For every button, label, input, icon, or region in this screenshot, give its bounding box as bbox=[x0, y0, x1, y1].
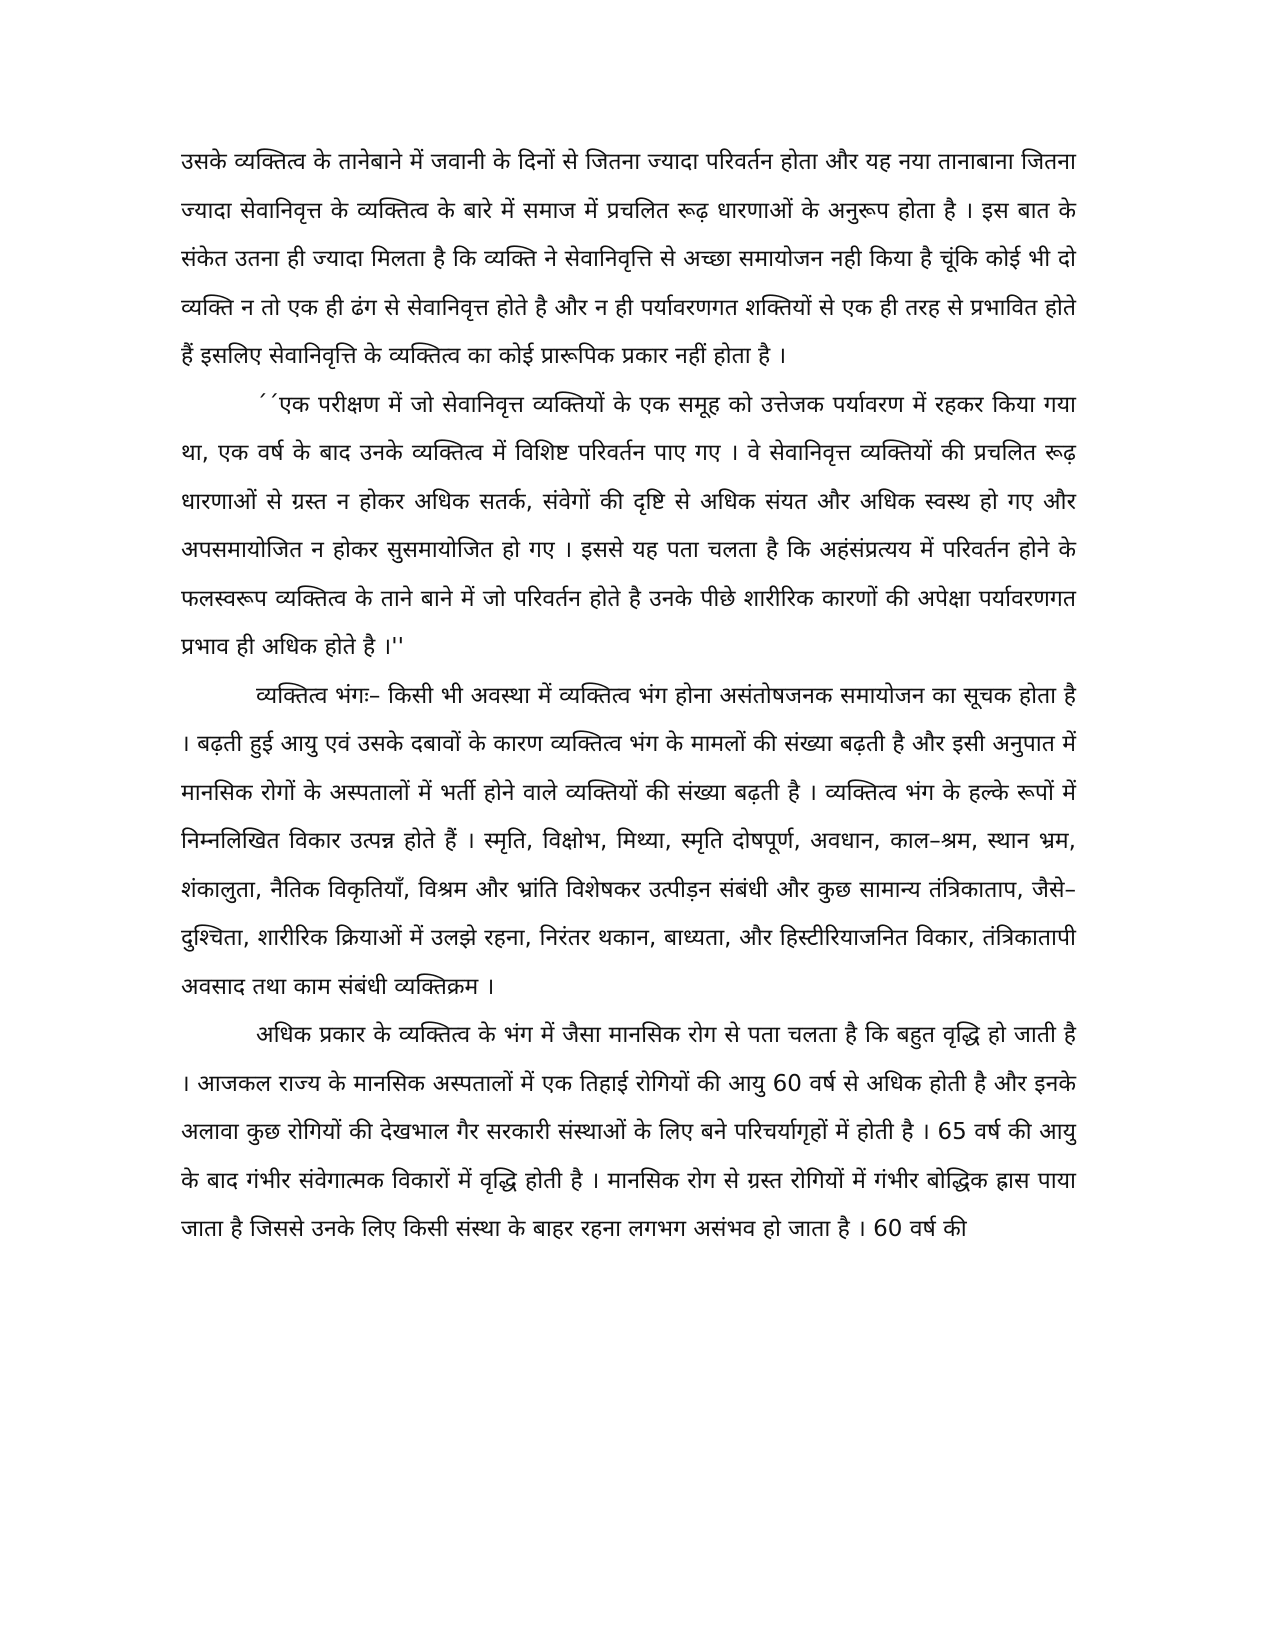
paragraph-3-personality-breakdown: व्यक्तित्व भंगः– किसी भी अवस्था में व्यक्तित्व भंग होना असंतोषजनक समायोजन का सूचक होता है । बढ़ती हुई आयु एवं उसके दबावों के कारण व्यक्तित्व भंग के मामलों की संख्या बढ़ती है और इसी अनुपात में मानसिक रोगों के अस्पतालों में भर्ती होने वाले व्यक्तियों की संख्या बढ़ती है । व्यक्तित्व भंग के हल्के रूपों में निम्नलिखित विकार उत्पन्न होते हैं । स्मृति, विक्षोभ, मिथ्या, स्मृति दोषपूर्ण, अवधान, काल–श्रम, स्थान भ्रम, शंकालुता, नैतिक विकृतियाँ, विश्रम और भ्रांति विशेषकर उत्पीड़न संबंधी और कुछ सामान्य तंत्रिकाताप, जैसे– दुश्चिता, शारीरिक क्रियाओं में उलझे रहना, निरंतर थकान, बाध्यता, और हिस्टीरियाजनित विकार, तंत्रिकातापी अवसाद तथा काम संबंधी व्यक्तिक्रम । bbox=[181, 682, 1076, 1000]
paragraph-4: अधिक प्रकार के व्यक्तित्व के भंग में जैसा मानसिक रोग से पता चलता है कि बहुत वृद्धि हो जाती है । आजकल राज्य के मानसिक अस्पतालों में एक तिहाई रोगियों की आयु 60 वर्ष से अधिक होती है और इनके अलावा कुछ रोगियों की देखभाल गैर सरकारी संस्थाओं के लिए बने परिचर्यागृहों में होती है । 65 वर्ष की आयु के बाद गंभीर संवेगात्मक विकारों में वृद्धि होती है । मानसिक रोग से ग्रस्त रोगियों में गंभीर बोद्धिक ह्रास पाया जाता है जिससे उनके लिए किसी संस्था के बाहर रहना लगभग असंभव हो जाता है । 60 वर्ष की bbox=[181, 1022, 1076, 1242]
paragraph-2-quotation: ´´एक परीक्षण में जो सेवानिवृत्त व्यक्तियों के एक समूह को उत्तेजक पर्यावरण में रहकर किया गया था, एक वर्ष के बाद उनके व्यक्तित्व में विशिष्ट परिवर्तन पाए गए । वे सेवानिवृत्त व्यक्तियों की प्रचलित रूढ़ धारणाओं से ग्रस्त न होकर अधिक सतर्क, संवेगों की दृष्टि से अधिक संयत और अधिक स्वस्थ हो गए और अपसमायोजित न होकर सुसमायोजित हो गए । इससे यह पता चलता है कि अहंसंप्रत्यय में परिवर्तन होने के फलस्वरूप व्यक्तित्व के ताने बाने में जो परिवर्तन होते है उनके पीछे शारीरिक कारणों की अपेक्षा पर्यावरणगत प्रभाव ही अधिक होते है ।'' bbox=[181, 391, 1076, 660]
body-text bbox=[181, 138, 1076, 1254]
paragraph-1: उसके व्यक्तित्व के तानेबाने में जवानी के दिनों से जितना ज्यादा परिवर्तन होता और यह नया तानाबाना जितना ज्यादा सेवानिवृत्त के व्यक्तित्व के बारे में समाज में प्रचलित रूढ़ धारणाओं के अनुरूप होता है । इस बात के संकेत उतना ही ज्यादा मिलता है कि व्यक्ति ने सेवानिवृत्ति से अच्छा समायोजन नही किया है चूंकि कोई भी दो व्यक्ति न तो एक ही ढंग से सेवानिवृत्त होते है और न ही पर्यावरणगत शक्तियों से एक ही तरह से प्रभावित होते हैं इसलिए सेवानिवृत्ति के व्यक्तित्व का कोई प्रारूपिक प्रकार नहीं होता है । bbox=[181, 149, 1076, 369]
